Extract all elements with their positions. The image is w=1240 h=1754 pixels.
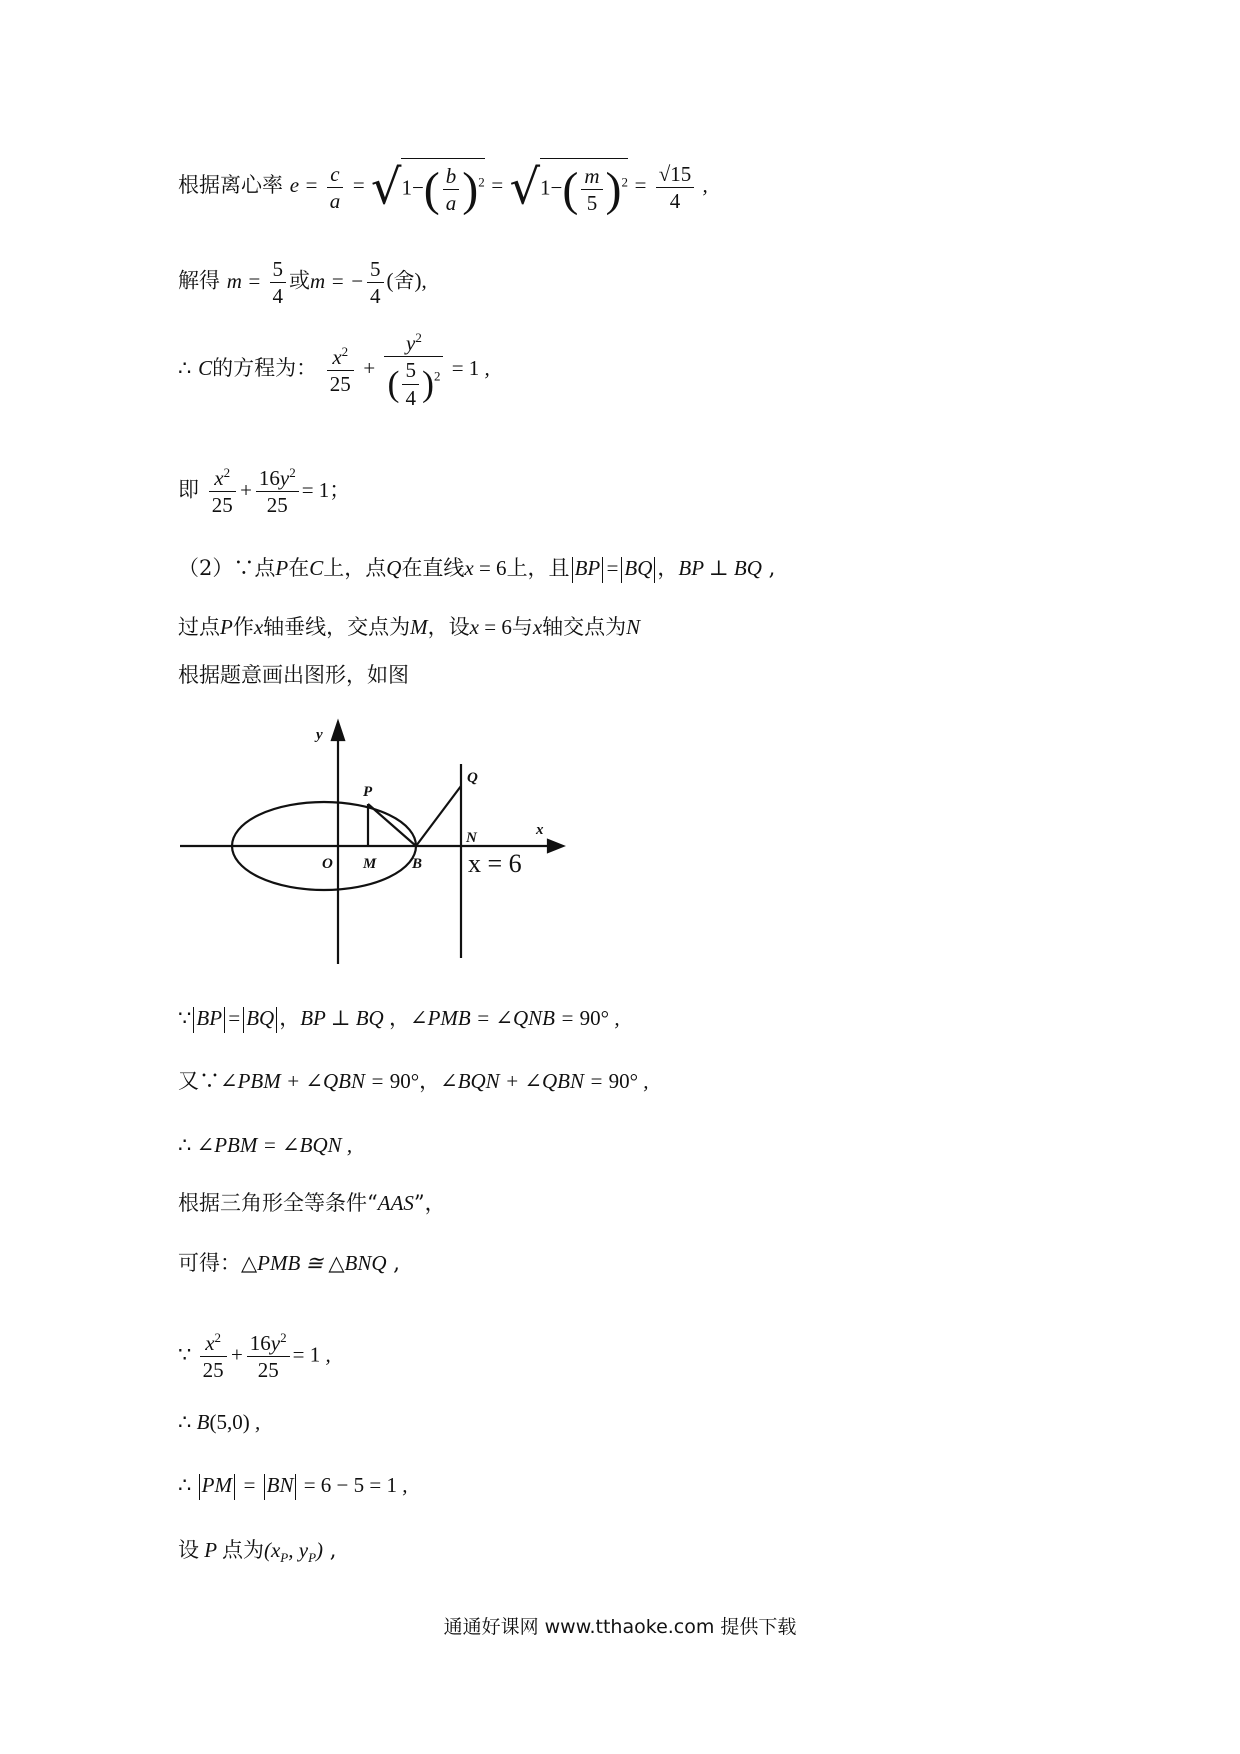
aas-prefix: 根据三角形全等条件“ [178, 1191, 378, 1215]
point-b-line: ∴ B(5,0) , [178, 1410, 261, 1434]
because-symbol-2: ∵ [178, 1342, 192, 1367]
discard-note: (舍), [386, 268, 427, 293]
label-p: P [363, 784, 373, 800]
sqrt-b-over-a: √1−( $\frac{b}{a}$ )$^2$ [370, 159, 485, 216]
at-word: 在 [288, 555, 310, 580]
label-n: N [466, 830, 477, 846]
therefore-symbol: ∴ [178, 356, 192, 381]
aas-line [178, 1193, 446, 1214]
bp-eq-bq: BP = BQ [570, 556, 658, 580]
congruence-conditions-line: ∵ BP = BQ ，BP ⊥ BQ ，∠PMB = ∠QNB = 90° , [178, 1007, 620, 1033]
simplified-equation: $\frac{x^2}{25}$ + $\frac{16y^2}{25}$ = 1； [206, 478, 351, 502]
aas-text: AAS [377, 1191, 414, 1215]
solve-m-line [178, 256, 427, 310]
m-neg-value: m = − $\frac{5}{4}$ [310, 269, 387, 293]
label-y: y [316, 727, 323, 743]
eccentricity-prefix: 根据离心率 [178, 173, 283, 198]
through-point-word: 过点 [178, 615, 220, 639]
segment-pb [368, 804, 416, 846]
c-over-a-fraction: $\frac{c}{a}$ [327, 161, 344, 215]
or-word: 或 [289, 268, 311, 293]
result-prefix: 可得： [178, 1251, 241, 1275]
part2-prefix: （2）∵点 [178, 555, 276, 580]
point-word: 上，点 [323, 555, 387, 580]
set-word: ，设 [427, 615, 470, 639]
label-m: M [363, 856, 377, 872]
and-word: 上，且 [506, 555, 570, 580]
x-axis-arrow [548, 840, 563, 852]
solve-prefix: 解得 [178, 268, 220, 293]
label-o: O [322, 856, 333, 872]
also-because: 又∵ [178, 1069, 220, 1093]
eccentricity-line [178, 158, 708, 217]
label-b: B [412, 856, 423, 872]
sqrt15-over-4: $\frac{√15}{4}$ [656, 161, 695, 215]
distance-line: ∴ PM = BN = 6 − 5 = 1 , [178, 1474, 408, 1500]
label-line-eq: x = 6 [468, 849, 522, 878]
equation-text: 的方程为： [212, 356, 318, 381]
congruent-result-line: 可得：△PMB ≅ △BNQ , [178, 1251, 400, 1275]
ellipse-equation: $\frac{x^2}{25}$ + $y^2$ ( $\frac{5}{4}$ )$^2$ = 1 , [324, 356, 490, 380]
label-x: x [536, 822, 544, 838]
therefore-symbol-3: ∴ [178, 1410, 192, 1434]
angle-equal-line: ∴ ∠PBM = ∠BQN , [178, 1133, 353, 1157]
draw-figure-line: 根据题意画出图形，如图 [178, 663, 409, 687]
bp-perp-bq: BP ⊥ BQ [678, 555, 762, 580]
therefore-symbol-2: ∴ [178, 1133, 192, 1157]
c-symbol: C [198, 356, 213, 381]
point-is-word: 点为 [221, 1538, 264, 1562]
let-word: 设 [178, 1538, 199, 1562]
m-value: m = $\frac{5}{4}$ [227, 269, 289, 293]
ellipse-recall-line: ∵ $\frac{x^2}{25}$ + $\frac{16y^2}{25}$ = 1 , [178, 1330, 331, 1383]
aas-suffix: ”， [413, 1191, 446, 1215]
y-axis-arrow [332, 722, 344, 740]
simplified-equation-line [178, 465, 350, 519]
part2-line: （2）∵点P在C上，点Q在直线x = 6上，且 BP = BQ ，BP ⊥ BQ , [178, 557, 775, 583]
ie-word: 即 [178, 477, 199, 502]
angle-sum-line: 又∵∠PBM + ∠QBN = 90°，∠BQN + ∠QBN = 90° , [178, 1069, 649, 1093]
axis-perp-word: 轴垂线，交点为 [263, 615, 411, 639]
point-p-coords-line: 设 P 点为($x_P$, $y_P$) , [178, 1538, 337, 1566]
on-line-word: 在直线 [401, 555, 465, 580]
make-word: 作 [232, 615, 254, 639]
therefore-symbol-4: ∴ [178, 1472, 192, 1497]
axis-intersect-word: 轴交点为 [542, 615, 627, 639]
sqrt-m-over-5: √1−( $\frac{m}{5}$ )$^2$ [509, 159, 629, 216]
equation-c-line [178, 330, 490, 411]
label-q: Q [467, 770, 478, 786]
eccentricity-formula: e = $\frac{c}{a}$ = √1−( $\frac{b}{a}$ )$^2$ = √1−( $\frac{m}{5}$ )$^2$ = $\frac{√15}{4}$ , [289, 159, 708, 216]
with-word: 与 [511, 615, 533, 639]
footer-credit: 通通好课网 www.tthaoke.com 提供下载 [443, 1616, 797, 1638]
because-symbol: ∵ [178, 1005, 192, 1030]
perpendicular-line: 过点P作x轴垂线，交点为M，设x = 6与x轴交点为N [178, 615, 641, 639]
segment-bq [416, 786, 461, 846]
ellipse-figure [178, 712, 578, 972]
